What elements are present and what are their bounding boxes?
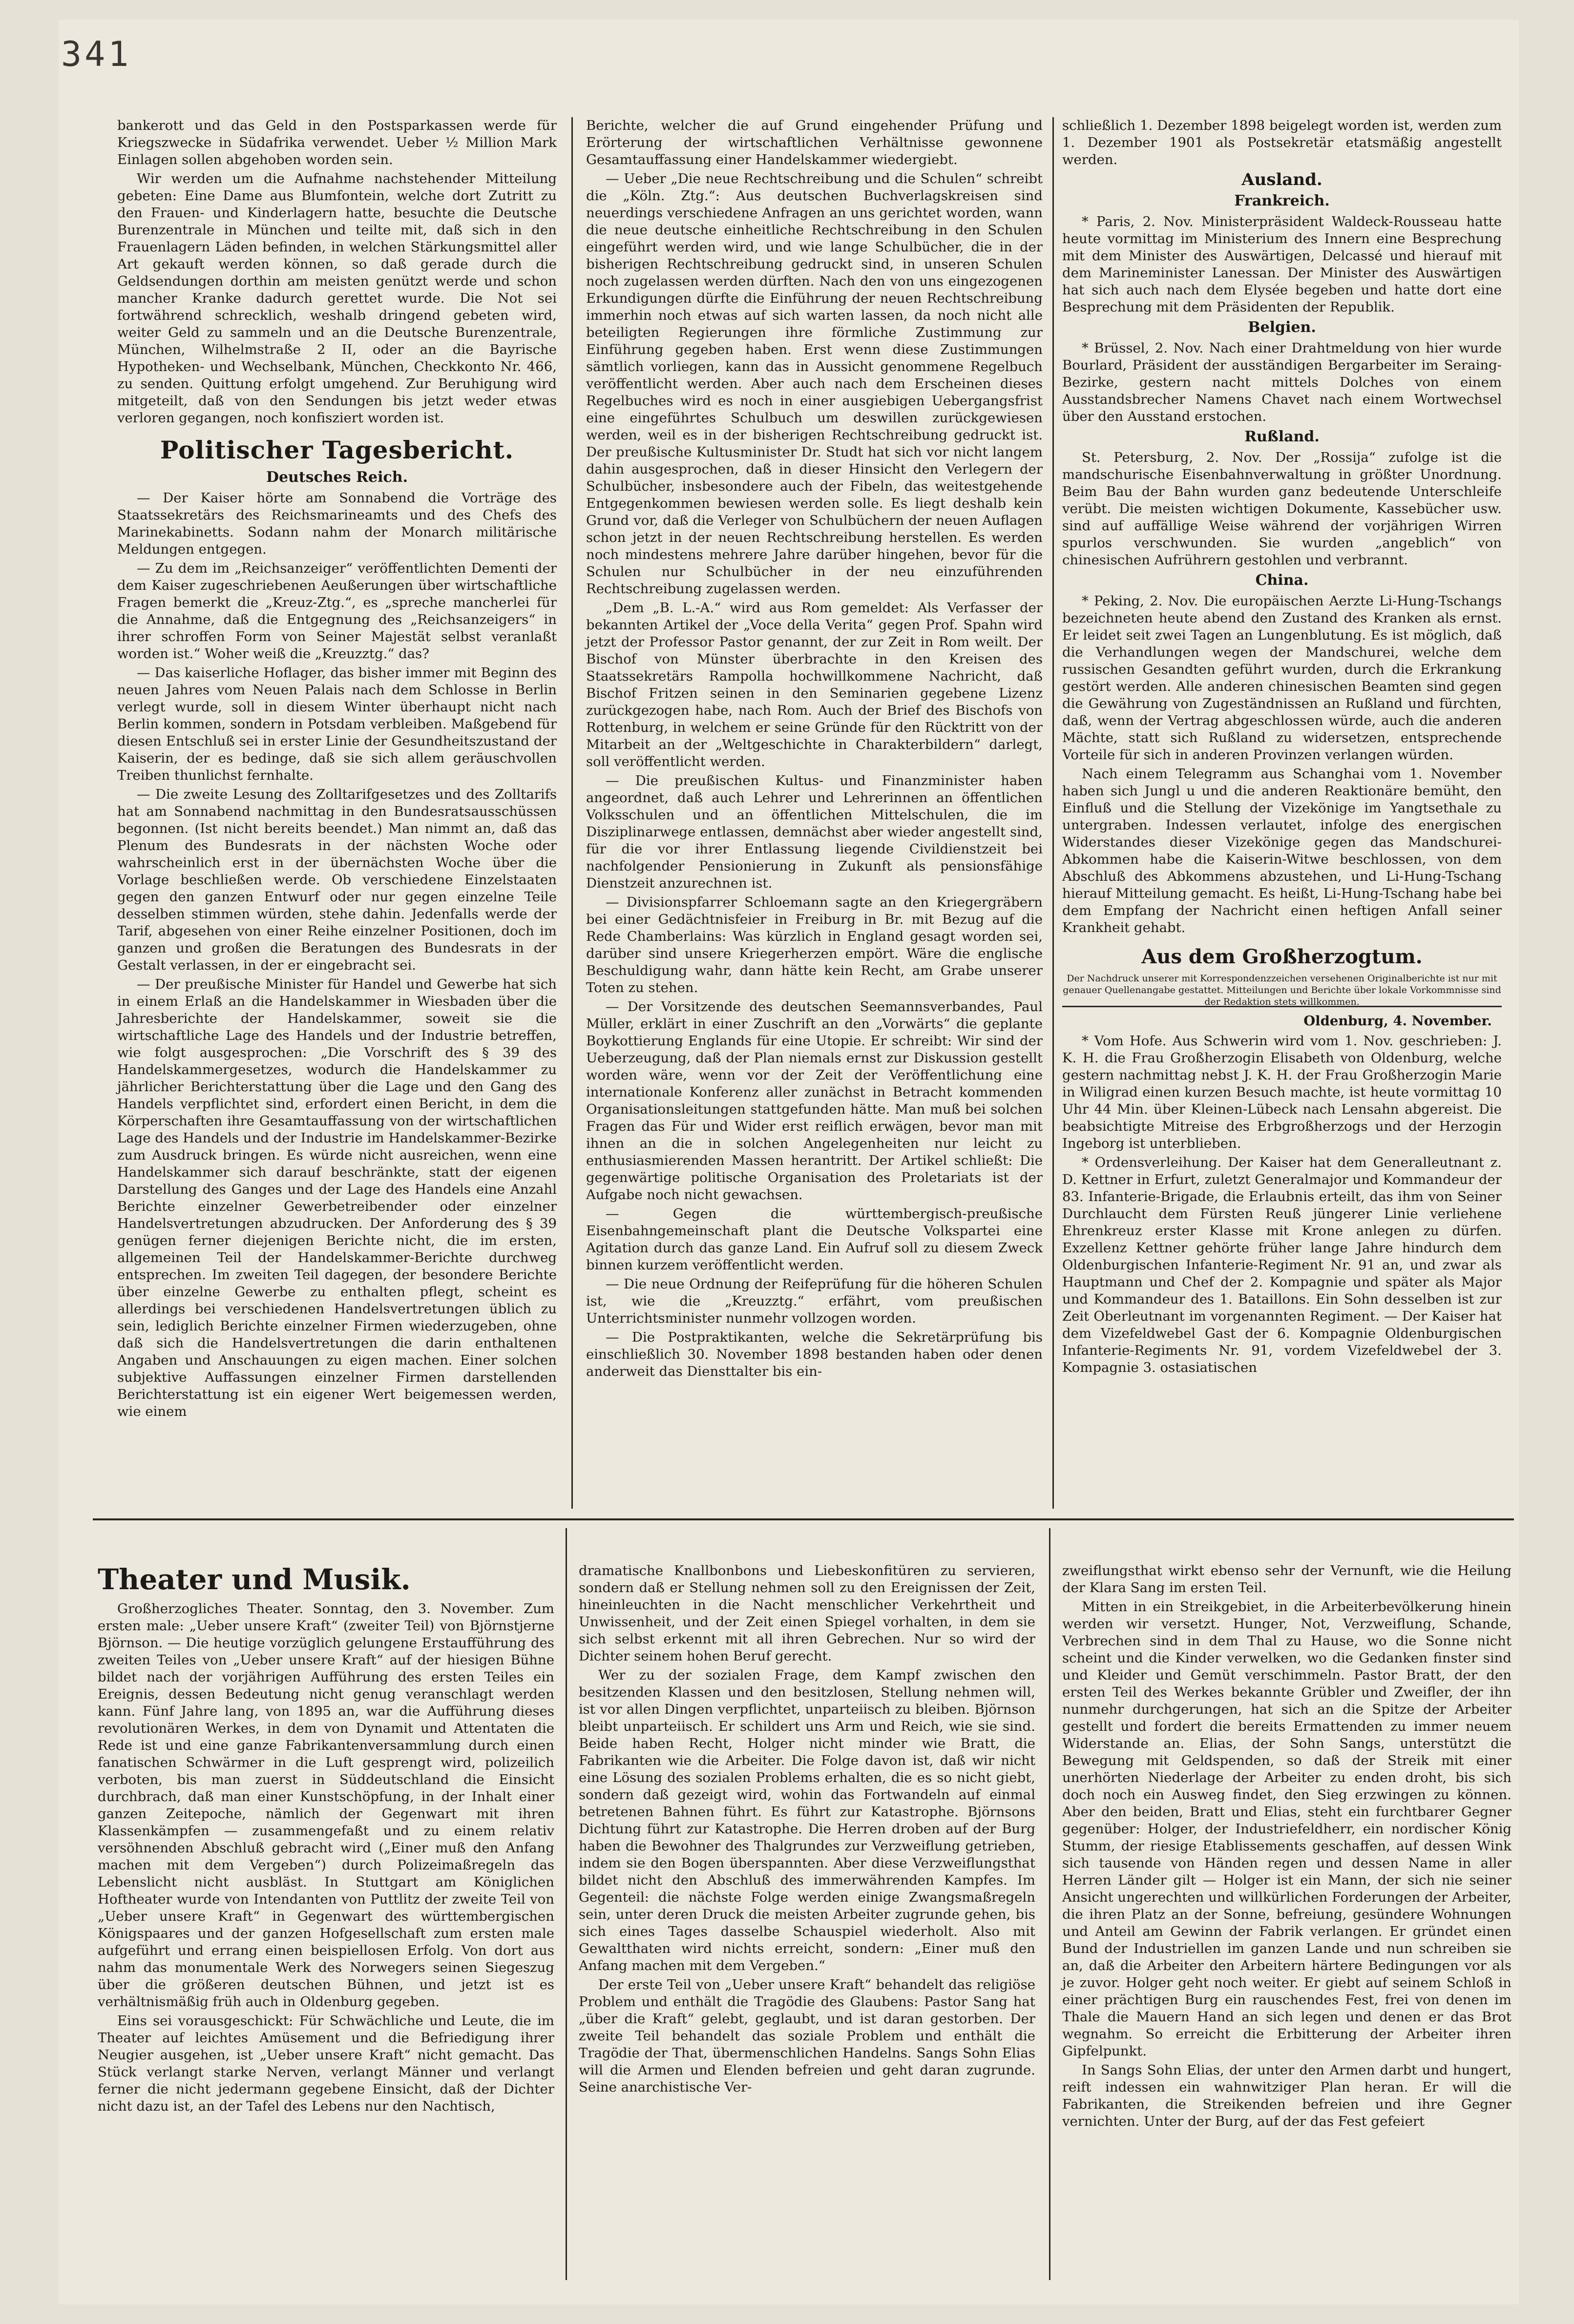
article-paragraph: schließlich 1. Dezember 1898 beigelegt worden ist, werden zum 1. Dezember 1901 als Postsekretär etatsmäßig angestellt werden. xyxy=(1062,118,1502,167)
article-paragraph: Wer zu der sozialen Frage, dem Kampf zwischen den besitzenden Klassen und den besitzlosen, Stellung nehmen will, ist vor allen Dingen verpflichtet, unparteiisch zu bleiben. Björnson bleibt unparteiisch. Er schildert uns Arm und Reich, wie sie sind. Beide haben Recht, Holger nicht minder wie Bratt, die Fabrikanten wie die Arbeiter. Die Folge davon ist, daß wir nicht eine Lösung des sozialen Problems erhalten, die es so nicht giebt, sondern daß gezeigt wird, wohin das Fortwandeln auf einmal betretenen Bahnen führt. Es führt zur Katastrophe. Björnsons Dichtung führt zur Katastrophe. Die Herren droben auf der Burg haben die Bewohner des Thalgrundes zur Verzweiflung getrieben, indem sie den Bogen überspannten. Aber diese Verzweiflungsthat bildet nicht den Abschluß des immerwährenden Kampfes. Im Gegenteil: die nächste Folge werden einige Zwangsmaßregeln sein, unter deren Druck die meisten Arbeiter zugrunde gehen, bis sich eines Tages dasselbe Schauspiel wiederholt. Also mit Gewaltthaten wird nichts erreicht, sondern: „Einer muß den Anfang machen mit dem Vergeben.“ xyxy=(579,1667,1035,1973)
column-rule xyxy=(566,1528,567,2280)
article-paragraph: Mitten in ein Streikgebiet, in die Arbeiterbevölkerung hinein werden wir versetzt. Hunger, Not, Verzweiflung, Schande, Verbrechen sind in dem Thal zu Hause, wo die Sonne nicht scheint und die Kinder verwelken, wo die Gedanken finster sind und Kleider und Gemüt verschimmeln. Pastor Bratt, der den ersten Teil des Werkes bekannte Grübler und Zweifler, der ihn nunmehr durchgerungen, hat sich an die Spitze der Arbeiter gestellt und fordert die bereits Ermattenden zu immer neuem Widerstande an. Elias, der Sohn Sangs, unterstützt die Bewegung mit Geldspenden, so daß der Streik mit einer unerhörten Niederlage der Arbeiter zu enden droht, bis sich doch noch ein Ausweg findet, den Sieg erzwingen zu können. Aber den beiden, Bratt und Elias, steht ein furchtbarer Gegner gegenüber: Holger, der Industriefeldherr, ein nordischer König Stumm, der riesige Etablissements geschaffen, auf dessen Wink sich tausende von Händen regen und dessen Name in aller Herren Länder gilt — Holger ist ein Mann, der sich nie seiner Ansicht ungerechten und willkürlichen Forderungen der Arbeiter, die ihren Platz an der Sonne, befreiung, gesündere Wohnungen und Anteil am Gewinn der Fabrik verlangen. Er gründet einen Bund der Industriellen im ganzen Lande und nun schreiben sie an, daß die Arbeiter den Arbeitern härtere Bedingungen vor als je zuvor. Holger geht noch weiter. Er giebt auf seinem Schloß in einer prächtigen Burg ein rauschendes Fest, frei von denen im Thale die Mauern Hand an sich legen und denen er das Brot wegnahm. So erreicht die Erbitterung der Arbeiter ihren Gipfelpunkt. xyxy=(1062,1599,1511,2059)
article-paragraph: — Die zweite Lesung des Zolltarifgesetzes und des Zolltarifs hat am Sonnabend nachmittag in den Bundesratsausschüssen begonnen. (Ist nicht bereits beendet.) Man nimmt an, daß das Plenum des Bundesrats in der nächsten Woche oder wahrscheinlich erst in der übernächsten Woche über die Vorlage beschließen werde. Ob verschiedene Einzelstaaten gegen den ganzen Entwurf oder nur gegen einzelne Teile desselben stimmen würden, stehe dahin. Jedenfalls werde der Tarif, abgesehen von einer Reihe einzelner Positionen, doch im ganzen und großen die Beratungen des Bundesrats in der Gestalt verlassen, in der er eingebracht sei. xyxy=(117,787,557,973)
subheading-deutsches-reich: Deutsches Reich. xyxy=(266,469,408,486)
article-paragraph: Großherzogliches Theater. Sonntag, den 3. November. Zum ersten male: „Ueber unsere Kraft“ (zweiter Teil) von Björnstjerne Björnson. — Die heutige vorzüglich gelungene Erstaufführung des zweiten Teiles von „Ueber unsere Kraft“ auf der hiesigen Bühne bildet nach der vorjährigen Aufführung des ersten Teiles ein Ereignis, dessen Bedeutung nicht genug veranschlagt werden kann. Fünf Jahre lang, von 1895 an, war die Aufführung dieses revolutionären Werkes, in dem von Dynamit und Attentaten die Rede ist und eine ganze Fabrikantenversammlung durch einen fanatischen Schwärmer in die Luft gesprengt wird, polizeilich verboten, bis man zuerst in Süddeutschland die Einsicht durchbrach, daß man einer Kunstschöpfung, in der Inhalt einer ganzen Zeitepoche, nämlich der Gegenwart mit ihren Klassenkämpfen — zusammengefaßt und zu einem relativ versöhnenden Abschluß gebracht wird („Einer muß den Anfang machen mit dem Vergeben“) durch Polizeimaßregeln das Lebenslicht nicht ausbläst. In Stuttgart am Königlichen Hoftheater wurde von Intendanten von Puttlitz der zweite Teil von „Ueber unsere Kraft“ in Gegenwart des württembergischen Königspaares und der ganzen Hofgesellschaft zum ersten male aufgeführt und errang einen beispiellosen Erfolg. Von dort aus nahm das monumentale Werk des Norwegers seinen Siegeszug über die größeren deutschen Bühnen, und jetzt ist es verhältnismäßig früh auch in Oldenburg gegeben. xyxy=(98,1601,554,2010)
article-paragraph: zweiflungsthat wirkt ebenso sehr der Vernunft, wie die Heilung der Klara Sang im ersten Teil. xyxy=(1062,1563,1511,1596)
column-4 xyxy=(98,1562,554,2285)
column-rule xyxy=(1049,1528,1050,2280)
column-rule xyxy=(571,117,573,1509)
reprint-note: Der Nachdruck unserer mit Korrespondenzzeichen versehenen Originalberichte ist nur mit genauer Quellenangabe gestattet. Mitteilungen und Berichte über lokale Vorkommnisse sind der Redaktion stets willkommen. xyxy=(1063,973,1501,1007)
section-rule xyxy=(93,1518,1514,1520)
article-paragraph: — Zu dem im „Reichsanzeiger“ veröffentlichten Dementi der dem Kaiser zugeschriebenen Aeußerungen über wirtschaftliche Fragen bemerkt die „Kreuz-Ztg.“, es „spreche mancherlei für die Annahme, daß die Entgegnung des „Reichsanzeigers“ in ihrer schroffen Form von Seiner Majestät selbst veranlaßt worden ist.“ Woher weiß die „Kreuzztg.“ das? xyxy=(117,560,557,662)
subheading-russland: Rußland. xyxy=(1244,428,1320,445)
article-paragraph: * Vom Hofe. Aus Schwerin wird vom 1. Nov. geschrieben: J. K. H. die Frau Großherzogin Elisabeth von Oldenburg, welche gestern nachmittag nebst J. K. H. der Frau Großherzogin Marie in Wiligrad einen kurzen Besuch machte, ist heute vormittag 10 Uhr 44 Min. über Kleinen-Lübeck nach Lensahn abgereist. Die beabsichtigte Mitreise des Erbgroßherzogs und der Herzogin Ingeborg ist unterblieben. xyxy=(1062,1033,1502,1151)
subheading-frankreich: Frankreich. xyxy=(1234,192,1330,209)
article-paragraph: — Die preußischen Kultus- und Finanzminister haben angeordnet, daß auch Lehrer und Lehrerinnen an öffentlichen Volksschulen und an öffentlichen Mittelschulen, die im Disziplinarwege entlassen, demnächst aber wieder angestellt sind, für die vor ihrer Entlassung liegende Civildienstzeit bei nachfolgender Pensionierung in Zukunft als pensionsfähige Dienstzeit anzurechnen ist. xyxy=(586,773,1043,891)
column-6 xyxy=(1062,1562,1511,2285)
column-3 xyxy=(1062,117,1502,1509)
article-paragraph: — Divisionspfarrer Schloemann sagte an den Kriegergräbern bei einer Gedächtnisfeier in Freiburg in Br. mit Bezug auf die Rede Chamberlains: Was kürzlich in England gesagt worden sei, darüber sind unsere Kriegerherzen empört. Wäre die englische Beschuldigung wahr, dann hätte kein Recht, am Grabe unserer Toten zu stehen. xyxy=(586,894,1043,996)
article-paragraph: dramatische Knallbonbons und Liebeskonfitüren zu servieren, sondern daß er Stellung nehmen soll zu den Ereignissen der Zeit, hineinleuchten in die Nacht menschlicher Verkehrtheit und Unwissenheit, und der Zeit einen Spiegel vorhalten, in dem sie sich selbst erkennt mit all ihren Gebrechen. Nur so wird der Dichter seinem hohen Beruf gerecht. xyxy=(579,1563,1035,1664)
article-paragraph: St. Petersburg, 2. Nov. Der „Rossija“ zufolge ist die mandschurische Eisenbahnverwaltung in größter Unordnung. Beim Bau der Bahn wurden ganz bedeutende Unterschleife verübt. Die meisten wichtigen Dokumente, Kassebücher usw. sind auf auffällige Weise während der vorjährigen Wirren spurlos verschwunden. Sie wurden „angeblich“ von chinesischen Aufrührern gestohlen und verbrannt. xyxy=(1062,450,1502,568)
article-paragraph: — Ueber „Die neue Rechtschreibung und die Schulen“ schreibt die „Köln. Ztg.“: Aus deutschen Buchverlagskreisen sind neuerdings verschiedene Anfragen an uns gerichtet worden, wann die neue deutsche einheitliche Rechtschreibung in den Schulen eingeführt werden wird, und wie lange Schulbücher, die in der bisherigen Rechtschreibung gedruckt sind, in unseren Schulen noch zugelassen werden dürften. Nach den von uns eingezogenen Erkundigungen dürfte die Einführung der neuen Rechtschreibung immerhin noch etwas auf sich warten lassen, da noch nicht alle beteiligten Regierungen ihre förmliche Zustimmung zur Einführung gegeben haben. Erst wenn diese Zustimmungen sämtlich vorliegen, kann das in Aussicht genommene Regelbuch veröffentlicht werden. Aber auch nach dem Erscheinen dieses Regelbuches wird es noch in einer ausgiebigen Uebergangsfrist eine eingeführtes Schulbuch um deswillen zurückgewiesen werden, weil es in der bisherigen Rechtschreibung gedruckt ist. Der preußische Kultusminister Dr. Studt hat sich vor nicht langem dahin ausgesprochen, daß in dieser Hinsicht den Verlegern der Schulbücher, insbesondere auch der Fibeln, das weitestgehende Entgegenkommen bewiesen werden solle. Es liegt deshalb kein Grund vor, daß die Verleger von Schulbüchern der neuen Auflagen schon jetzt in der neuen Rechtschreibung herstellen. Es werden noch mindestens mehrere Jahre darüber hingehen, bevor für die Schulen nur Schulbücher in der neu einzuführenden Rechtschreibung zugelassen werden. xyxy=(586,171,1043,597)
article-paragraph: Der erste Teil von „Ueber unsere Kraft“ behandelt das religiöse Problem und enthält die Tragödie des Glaubens: Pastor Sang hat „über die Kraft“ gelebt, geglaubt, und ist daran gestorben. Der zweite Teil behandelt das soziale Problem und enthält die Tragödie der That, übermenschlichen Handelns. Sangs Sohn Elias will die Armen und Elenden befreien und geht daran zugrunde. Seine anarchistische Ver- xyxy=(579,1977,1035,2095)
section-heading-politischer-tagesbericht: Politischer Tagesbericht. xyxy=(160,436,514,464)
article-paragraph: Wir werden um die Aufnahme nachstehender Mitteilung gebeten: Eine Dame aus Blumfontein, welche dort Zutritt zu den Frauen- und Kinderlagern hatte, besuchte die Deutsche Burenzentrale in München und teilte mit, daß sich in den Frauenlagern Läden befinden, in welchen Stärkungsmittel aller Art gekauft werden können, so daß gerade durch die Geldsendungen dorthin am meisten genützt werde und schon mancher Kranke dadurch gerettet wurde. Die Not sei fortwährend schrecklich, weshalb dringend gebeten wird, weiter Geld zu sammeln und an die Deutsche Burenzentrale, München, Wilhelmstraße 2 II, oder an die Bayrische Hypotheken- und Wechselbank, München, Checkkonto Nr. 466, zu senden. Quittung erfolgt umgehend. Zur Beruhigung wird mitgeteilt, daß von den Sendungen bis jetzt weder etwas verloren gegangen, noch konfisziert worden ist. xyxy=(117,171,557,426)
article-paragraph: — Das kaiserliche Hoflager, das bisher immer mit Beginn des neuen Jahres vom Neuen Palais nach dem Schlosse in Berlin verlegt wurde, soll in diesem Winter überhaupt nicht nach Berlin kommen, sondern in Potsdam verbleiben. Maßgebend für diesen Entschluß sei in erster Linie der Gesundheitszustand der Kaiserin, der es bedinge, daß sie sich allem geräuschvollen Treiben thunlichst fernhalte. xyxy=(117,665,557,783)
article-paragraph: * Brüssel, 2. Nov. Nach einer Drahtmeldung von hier wurde Bourlard, Präsident der ausständigen Bergarbeiter im Seraing-Bezirke, gestern nacht mittels Dolches von einem Ausstandsbrecher Namens Chavet nach einem Wortwechsel über den Ausstand erstochen. xyxy=(1062,340,1502,424)
article-paragraph: — Die neue Ordnung der Reifeprüfung für die höheren Schulen ist, wie die „Kreuzztg.“ erfährt, vom preußischen Unterrichtsminister nunmehr vollzogen worden. xyxy=(586,1276,1043,1326)
article-paragraph: — Die Postpraktikanten, welche die Sekretärprüfung bis einschließlich 30. November 1898 bestanden haben oder denen anderweit das Diensttalter bis ein- xyxy=(586,1329,1043,1379)
article-paragraph: — Der preußische Minister für Handel und Gewerbe hat sich in einem Erlaß an die Handelskammer in Wiesbaden über die Jahresberichte der Handelskammer, soweit sie die wirtschaftliche Lage des Handels und der Industrie betreffen, wie folgt ausgesprochen: „Die Vorschrift des § 39 des Handelskammergesetzes, wodurch die Handelskammer zu jährlicher Berichterstattung über die Lage und den Gang des Handels verpflichtet sind, erfordert einen Bericht, in dem die Körperschaften ihre Gesamtauffassung von der wirtschaftlichen Lage des Handels und der Industrie im Handelskammer-Bezirke zum Ausdruck bringen. Es würde nicht ausreichen, wenn eine Handelskammer sich darauf beschränkte, statt der eigenen Darstellung des Ganges und der Lage des Handels eine Anzahl Berichte einzelner Gewerbetreibender oder einzelner Handelsvertretungen abzudrucken. Der Anforderung des § 39 genügen ferner diejenigen Berichte nicht, die im ersten, allgemeinen Teil der Handelskammer-Berichte durchweg entsprechen. Im zweiten Teil dagegen, der besondere Berichte über einzelne Gewerbe zu enthalten pflegt, scheint es allerdings bei verschiedenen Handelsvertretungen üblich zu sein, lediglich Berichte einzelner Firmen wiederzugeben, ohne daß sich die Handelsvertretungen die darin enthaltenen Angaben und Anschauungen zu eigen machen. Einer solchen subjektive Auffassungen einzelner Firmen darstellenden Berichterstattung ist ein eigener Wert beigemessen werden, wie einem xyxy=(117,976,557,1419)
subheading-china: China. xyxy=(1255,572,1309,589)
article-paragraph: * Peking, 2. Nov. Die europäischen Aerzte Li-Hung-Tschangs bezeichneten heute abend den Zustand des Kranken als ernst. Er leidet seit zwei Tagen an Lungenblutung. Es ist möglich, daß die Verhandlungen wegen der Mandschurei, welche dem russischen Gesandten geführt wurden, durch die Erkrankung gestört werden. Alle anderen chinesischen Beamten sind gegen die Gewährung von Zugeständnissen an Rußland und fürchten, daß, wenn der Vertrag abgeschlossen würde, auch die anderen Mächte, statt sich Rußland zu widersetzen, entsprechende Vorteile für sich in anderen Provinzen verlangen würden. xyxy=(1062,593,1502,763)
article-paragraph: „Dem „B. L.-A.“ wird aus Rom gemeldet: Als Verfasser der bekannten Artikel der „Voce della Verita“ gegen Prof. Spahn wird jetzt der Professor Pastor genannt, der zur Zeit in Rom weilt. Der Bischof von Münster überbrachte in den Kreisen des Staatssekretärs Rampolla hochwillkommene Nachricht, daß Bischof Fritzen seinen in den Seminarien gegebene Lizenz zurückgezogen habe, nach Rom. Auch der Brief des Bischofs von Rottenburg, in welchem er seine Gründe für den Rücktritt von der Mitarbeit an der „Weltgeschichte in Charakterbildern“ darlegt, soll veröffentlicht werden. xyxy=(586,600,1043,769)
article-paragraph: * Paris, 2. Nov. Ministerpräsident Waldeck-Rousseau hatte heute vormittag im Ministerium des Innern eine Besprechung mit dem Minister des Auswärtigen, Delcassé und hierauf mit dem Marineminister Lanessan. Der Minister des Auswärtigen hat sich auch nach dem Elysée begeben und hatte dort eine Besprechung mit dem Präsidenten der Republik. xyxy=(1062,214,1502,315)
article-paragraph: * Ordensverleihung. Der Kaiser hat dem Generalleutnant z. D. Kettner in Erfurt, zuletzt Generalmajor und Kommandeur der 83. Infanterie-Brigade, die Erlaubnis erteilt, das ihm von Seiner Durchlaucht dem Fürsten Reuß jüngerer Linie verliehene Ehrenkreuz erster Klasse mit Krone anlegen zu dürfen. Exzellenz Kettner gehörte früher lange Jahre hindurch dem Oldenburgischen Infanterie-Regiment Nr. 91 an, und zwar als Hauptmann und Chef der 2. Kompagnie und später als Major und Kommandeur des 1. Bataillons. Ein Sohn desselben ist zur Zeit Oberleutnant im vorgenannten Regiment. — Der Kaiser hat dem Vizefeldwebel Gast der 6. Kompagnie Oldenburgischen Infanterie-Regiments Nr. 91, vordem Vizefeldwebel der 3. Kompagnie 3. ostasiatischen xyxy=(1062,1155,1502,1375)
subheading-belgien: Belgien. xyxy=(1248,319,1316,336)
column-rule xyxy=(1052,117,1054,1509)
article-paragraph: — Der Vorsitzende des deutschen Seemannsverbandes, Paul Müller, erklärt in einer Zuschrift an den „Vorwärts“ die geplante Boykottierung Englands für eine Utopie. Er schreibt: Wir sind der Ueberzeugung, daß der Plan niemals ernst zur Diskussion gestellt worden wäre, wenn vor der Zeit der Veröffentlichung eine internationale Konferenz aller zunächst in Betracht kommenden Organisationsleitungen stattgefunden hätte. Man muß bei solchen Fragen das Für und Wider erst reiflich erwägen, bevor man mit ihnen an die in solchen Angelegenheiten nur leicht zu enthusiasmierenden Massen herantritt. Der Artikel schließt: Die gegenwärtige politische Organisation des Proletariats ist der Aufgabe noch nicht gewachsen. xyxy=(586,999,1043,1203)
column-1 xyxy=(117,117,557,1509)
page-number: 341 xyxy=(61,34,132,74)
article-paragraph: Berichte, welcher die auf Grund eingehender Prüfung und Erörterung der wirtschaftlichen Verhältnisse gewonnene Gesamtauffassung einer Handelskammer wiedergiebt. xyxy=(586,118,1043,167)
subheading-ausland: Ausland. xyxy=(1241,170,1322,189)
article-paragraph: bankerott und das Geld in den Postsparkassen werde für Kriegszwecke in Südafrika verwendet. Ueber ½ Million Mark Einlagen sollen abgehoben worden sein. xyxy=(117,118,557,167)
article-paragraph: In Sangs Sohn Elias, der unter den Armen darbt und hungert, reift indessen ein wahnwitziger Plan heran. Er will die Fabrikanten, die Streikenden befreien und ihre Gegner vernichten. Unter der Burg, auf der das Fest gefeiert xyxy=(1062,2062,1511,2129)
section-heading-theater-und-musik: Theater und Musik. xyxy=(98,1563,411,1596)
column-5 xyxy=(579,1562,1035,2285)
dateline: Oldenburg, 4. November. xyxy=(1303,1013,1492,1029)
section-heading-aus-dem-grossherzogtum: Aus dem Großherzogtum. xyxy=(1141,945,1423,968)
article-paragraph: Eins sei vorausgeschickt: Für Schwächliche und Leute, die im Theater auf leichtes Amüsement und die Befriedigung ihrer Neugier ausgehen, ist „Ueber unsere Kraft“ nicht gemacht. Das Stück verlangt starke Nerven, verlangt Männer und verlangt ferner die nicht jedermann gegebene Einsicht, daß der Dichter nicht dazu ist, an der Tafel des Lebens nur den Nachtisch, xyxy=(98,2013,554,2114)
article-paragraph: — Der Kaiser hörte am Sonnabend die Vorträge des Staatssekretärs des Reichsmarineamts und des Chefs des Marinekabinetts. Sodann nahm der Monarch militärische Meldungen entgegen. xyxy=(117,490,557,557)
article-paragraph: — Gegen die württembergisch-preußische Eisenbahngemeinschaft plant die Deutsche Volkspartei eine Agitation durch das ganze Land. Ein Aufruf soll zu diesem Zweck binnen kurzem veröffentlicht werden. xyxy=(586,1206,1043,1273)
article-paragraph: Nach einem Telegramm aus Schanghai vom 1. November haben sich Jungl u und die anderen Reaktionäre bemüht, den Einfluß und die Stellung der Vizekönige im Yangtsethale zu untergraben. Indessen verlautet, infolge des energischen Widerstandes dieser Vizekönige gegen das Mandschurei-Abkommen habe die Kaiserin-Witwe beschlossen, von dem Abschluß des Abkommens abzustehen, und Li-Hung-Tschang hierauf Mitteilung gemacht. Es heißt, Li-Hung-Tschang habe bei dem Empfang der Nachricht einen heftigen Anfall seiner Krankheit gehabt. xyxy=(1062,766,1502,935)
column-2 xyxy=(586,117,1043,1509)
